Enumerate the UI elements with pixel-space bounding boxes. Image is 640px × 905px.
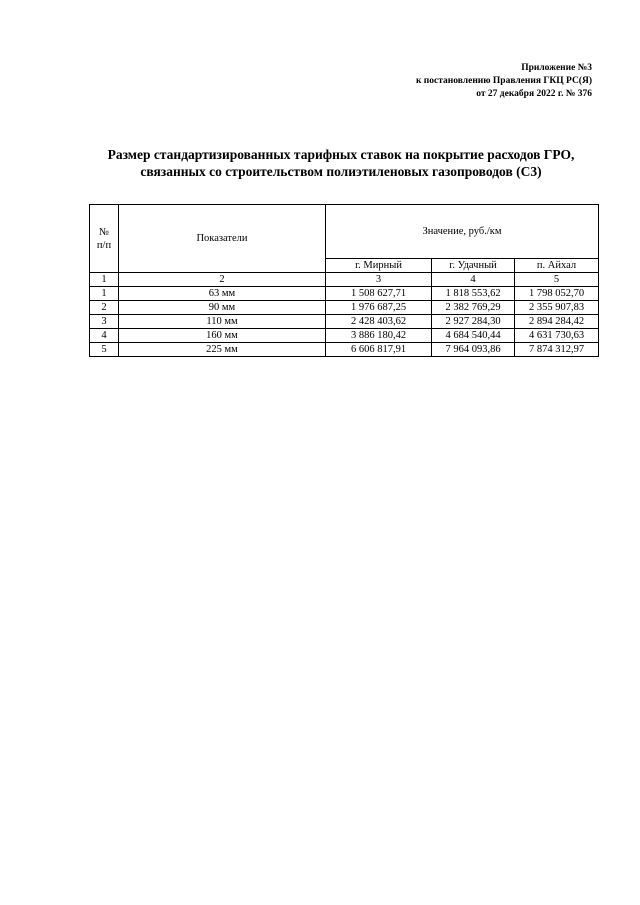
- table-row: [90, 315, 599, 329]
- row-value-aikhal: 1 798 052,70: [515, 287, 599, 301]
- row-indicator: 90 мм: [119, 301, 326, 315]
- row-indicator: 225 мм: [119, 343, 326, 357]
- row-number: 2: [90, 301, 119, 315]
- row-number: 3: [90, 315, 119, 329]
- title-line-2: связанных со строительством полиэтиленовых газопроводов (С3): [140, 164, 542, 179]
- column-numbers-row: [90, 273, 599, 287]
- row-indicator: 110 мм: [119, 315, 326, 329]
- row-value-udachny: 1 818 553,62: [432, 287, 515, 301]
- row-value-aikhal: 7 874 312,97: [515, 343, 599, 357]
- header-num-label: п/п: [96, 239, 112, 251]
- row-value-aikhal: 4 631 730,63: [515, 329, 599, 343]
- row-value-mirny: 3 886 180,42: [326, 329, 432, 343]
- appendix-number: Приложение №3: [521, 63, 592, 73]
- row-indicator: 63 мм: [119, 287, 326, 301]
- row-value-aikhal: 2 355 907,83: [515, 301, 599, 315]
- table-row: [90, 329, 599, 343]
- table-row: [90, 343, 599, 357]
- row-value-udachny: 4 684 540,44: [432, 329, 515, 343]
- row-value-mirny: 1 508 627,71: [326, 287, 432, 301]
- row-indicator: 160 мм: [119, 329, 326, 343]
- column-number: 2: [119, 273, 326, 287]
- tariff-table: [89, 204, 599, 357]
- column-number: 1: [90, 273, 119, 287]
- appendix-resolution: к постановлению Правления ГКЦ РС(Я): [415, 76, 592, 86]
- appendix-header: [416, 62, 592, 101]
- column-number: 3: [326, 273, 432, 287]
- row-value-mirny: 6 606 817,91: [326, 343, 432, 357]
- header-place-udachny: г. Удачный: [432, 259, 515, 273]
- table-header-row: [90, 205, 599, 259]
- appendix-date: от 27 декабря 2022 г. № 376: [476, 89, 592, 99]
- row-number: 5: [90, 343, 119, 357]
- header-num-cell: [90, 205, 119, 273]
- header-num-symbol: №: [98, 226, 110, 238]
- column-number: 4: [432, 273, 515, 287]
- row-value-mirny: 2 428 403,62: [326, 315, 432, 329]
- row-value-mirny: 1 976 687,25: [326, 301, 432, 315]
- row-value-udachny: 2 927 284,30: [432, 315, 515, 329]
- table-row: [90, 301, 599, 315]
- table-row: [90, 287, 599, 301]
- header-place-mirny: г. Мирный: [326, 259, 432, 273]
- row-number: 1: [90, 287, 119, 301]
- column-number: 5: [515, 273, 599, 287]
- row-number: 4: [90, 329, 119, 343]
- row-value-aikhal: 2 894 284,42: [515, 315, 599, 329]
- title-line-1: Размер стандартизированных тарифных ставок на покрытие расходов ГРО,: [107, 147, 575, 162]
- header-value: Значение, руб./км: [326, 205, 599, 259]
- header-place-aikhal: п. Айхал: [515, 259, 599, 273]
- row-value-udachny: 2 382 769,29: [432, 301, 515, 315]
- header-indicators: Показатели: [119, 205, 326, 273]
- document-title: [0, 146, 640, 180]
- row-value-udachny: 7 964 093,86: [432, 343, 515, 357]
